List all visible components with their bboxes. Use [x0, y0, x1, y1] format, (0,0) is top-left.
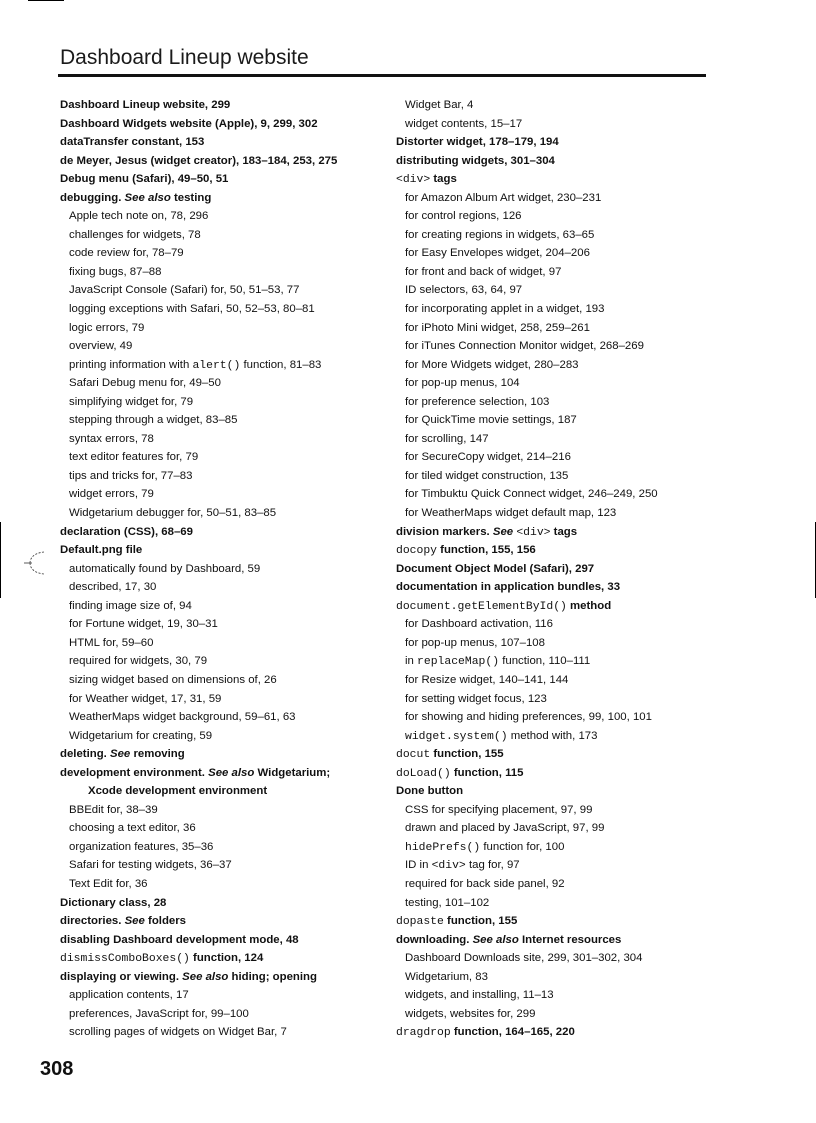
index-subentry	[396, 727, 726, 746]
index-subentry	[60, 244, 378, 263]
entry-text: de Meyer, Jesus (widget creator), 183–184, 253, 275	[60, 154, 338, 167]
index-entry	[60, 745, 378, 764]
entry-text: <div>	[431, 860, 466, 873]
index-subentry	[60, 485, 378, 504]
index-subentry	[396, 504, 726, 523]
entry-text: Apple tech note on, 78, 296	[69, 210, 209, 223]
entry-text: document.getElementById()	[396, 600, 567, 613]
index-subentry	[396, 189, 726, 208]
entry-text: for SecureCopy widget, 214–216	[405, 451, 571, 464]
entry-text: downloading.	[396, 933, 473, 946]
index-entry	[396, 764, 726, 783]
index-subentry	[60, 801, 378, 820]
entry-text: for Weather widget, 17, 31, 59	[69, 692, 222, 705]
entry-text: for QuickTime movie settings, 187	[405, 414, 577, 427]
entry-text: ID in	[405, 859, 432, 872]
entry-text: CSS for specifying placement, 97, 99	[405, 803, 593, 816]
index-column-left	[60, 96, 378, 1042]
entry-text: required for widgets, 30, 79	[69, 655, 208, 668]
index-subentry	[60, 560, 378, 579]
entry-text: finding image size of, 94	[69, 599, 192, 612]
entry-text: method with, 173	[507, 729, 598, 742]
entry-text: overview, 49	[69, 340, 133, 353]
entry-text: function, 164–165, 220	[450, 1026, 575, 1039]
entry-text: Dictionary class, 28	[60, 896, 167, 909]
entry-text: JavaScript Console (Safari) for, 50, 51–53, 77	[69, 284, 300, 297]
entry-text: simplifying widget for, 79	[69, 395, 194, 408]
entry-text: for incorporating applet in a widget, 193	[405, 303, 605, 316]
entry-text: Safari for testing widgets, 36–37	[69, 859, 232, 872]
entry-text: declaration (CSS), 68–69	[60, 525, 193, 538]
entry-text: testing	[170, 191, 212, 204]
index-subentry	[396, 485, 726, 504]
index-subentry	[396, 652, 726, 671]
index-entry	[396, 912, 726, 931]
entry-text: widget errors, 79	[69, 488, 154, 501]
entry-text: Safari Debug menu for, 49–50	[69, 377, 221, 390]
index-entry	[396, 133, 726, 152]
index-subentry	[60, 671, 378, 690]
page-number: 308	[40, 1058, 74, 1080]
index-subentry	[396, 615, 726, 634]
entry-text: Debug menu (Safari), 49–50, 51	[60, 173, 229, 186]
crop-mark-top	[28, 0, 64, 1]
entry-text: <div>	[516, 526, 551, 539]
entry-text: for WeatherMaps widget default map, 123	[405, 507, 617, 520]
entry-text: See	[110, 748, 131, 761]
entry-text: stepping through a widget, 83–85	[69, 414, 238, 427]
entry-text: See	[492, 525, 514, 538]
index-subentry	[396, 671, 726, 690]
index-entry	[396, 597, 726, 616]
index-entry	[60, 894, 378, 913]
index-subentry	[60, 356, 378, 375]
index-entry	[396, 560, 726, 579]
entry-text: tips and tricks for, 77–83	[69, 469, 193, 482]
index-subentry	[60, 819, 378, 838]
entry-text: for control regions, 126	[405, 210, 522, 223]
index-entry	[396, 523, 726, 542]
index-entry	[396, 170, 726, 189]
index-subentry	[60, 504, 378, 523]
index-subentry	[396, 968, 726, 987]
index-subentry	[60, 226, 378, 245]
entry-text: described, 17, 30	[69, 581, 157, 594]
entry-text: deleting.	[60, 748, 110, 761]
entry-text: function, 155	[443, 915, 518, 928]
entry-text: Xcode development environment	[88, 785, 268, 798]
entry-text: ID selectors, 63, 64, 97	[405, 284, 523, 297]
index-subentry	[396, 986, 726, 1005]
index-subentry	[60, 708, 378, 727]
entry-text: for iTunes Connection Monitor widget, 268–269	[405, 340, 644, 353]
index-entry	[60, 152, 378, 171]
index-subentry	[396, 819, 726, 838]
entry-text: fixing bugs, 87–88	[69, 265, 162, 278]
entry-text: widget.system()	[405, 730, 508, 743]
entry-text: for Amazon Album Art widget, 230–231	[405, 191, 602, 204]
entry-text: WeatherMaps widget background, 59–61, 63	[69, 711, 296, 724]
running-header-title: Dashboard Lineup website	[60, 46, 309, 69]
entry-text: for iPhoto Mini widget, 258, 259–261	[405, 321, 590, 334]
header-rule	[58, 74, 706, 77]
entry-text: function, 155, 156	[437, 544, 536, 557]
entry-text: <div>	[396, 174, 431, 187]
index-subentry	[60, 875, 378, 894]
index-subentry	[396, 875, 726, 894]
index-entry	[60, 189, 378, 208]
entry-text: See also	[208, 766, 255, 779]
entry-text: for showing and hiding preferences, 99, 100, 101	[405, 711, 652, 724]
index-subentry	[60, 986, 378, 1005]
entry-text: hidePrefs()	[405, 841, 481, 854]
entry-text: division markers.	[396, 525, 493, 538]
index-subentry	[60, 319, 378, 338]
margin-line-left	[0, 522, 1, 598]
entry-text: widgets, websites for, 299	[405, 1007, 536, 1020]
entry-text: for Fortune widget, 19, 30–31	[69, 618, 218, 631]
index-entry	[60, 949, 378, 968]
entry-text: Dashboard Downloads site, 299, 301–302, 304	[405, 952, 643, 965]
index-subentry	[60, 300, 378, 319]
index-subentry	[60, 430, 378, 449]
entry-text: hiding; opening	[228, 970, 317, 983]
index-entry	[396, 541, 726, 560]
entry-text: See also	[472, 933, 519, 946]
index-entry	[396, 745, 726, 764]
entry-text: replaceMap()	[417, 656, 500, 669]
entry-text: Default.png file	[60, 544, 143, 557]
index-subentry	[396, 838, 726, 857]
index-subentry	[396, 856, 726, 875]
entry-text: function, 124	[189, 952, 264, 965]
index-entry	[60, 931, 378, 950]
entry-text: logic errors, 79	[69, 321, 145, 334]
entry-text: for front and back of widget, 97	[405, 265, 562, 278]
entry-text: See	[124, 915, 145, 928]
entry-text: for tiled widget construction, 135	[405, 469, 569, 482]
index-subentry	[60, 1023, 378, 1042]
index-subentry	[396, 96, 726, 115]
entry-text: dopaste	[396, 916, 444, 929]
entry-text: doLoad()	[396, 767, 451, 780]
entry-text: dataTransfer constant, 153	[60, 136, 205, 149]
index-subentry	[60, 838, 378, 857]
entry-text: function for, 100	[480, 840, 565, 853]
index-subentry	[396, 448, 726, 467]
index-subentry	[396, 949, 726, 968]
entry-text: widget contents, 15–17	[405, 117, 523, 130]
index-subentry	[60, 856, 378, 875]
index-subentry	[60, 393, 378, 412]
entry-text: choosing a text editor, 36	[69, 822, 196, 835]
entry-text: tag for, 97	[465, 859, 520, 872]
index-subentry	[60, 634, 378, 653]
index-subentry	[60, 207, 378, 226]
index-subentry	[396, 708, 726, 727]
entry-text: function, 110–111	[499, 655, 591, 668]
index-entry	[396, 782, 726, 801]
entry-text: debugging.	[60, 191, 125, 204]
entry-text: Document Object Model (Safari), 297	[396, 562, 595, 575]
entry-text: Dashboard Widgets website (Apple), 9, 299, 302	[60, 117, 318, 130]
entry-text: function, 155	[430, 748, 504, 761]
entry-text: function, 115	[450, 766, 524, 779]
index-subentry	[396, 411, 726, 430]
index-subentry	[396, 337, 726, 356]
index-entry	[60, 764, 378, 783]
index-entry	[60, 115, 378, 134]
entry-text: organization features, 35–36	[69, 840, 214, 853]
entry-text: distributing widgets, 301–304	[396, 154, 555, 167]
entry-text: sizing widget based on dimensions of, 26	[69, 673, 277, 686]
entry-text: printing information with	[69, 358, 193, 371]
entry-text: Dashboard Lineup website, 299	[60, 99, 231, 111]
index-subentry	[396, 393, 726, 412]
entry-text: scrolling pages of widgets on Widget Bar, 7	[69, 1026, 287, 1039]
index-entry	[396, 578, 726, 597]
index-subentry	[396, 690, 726, 709]
entry-text: for pop-up menus, 104	[405, 377, 520, 390]
entry-text: alert()	[192, 359, 241, 372]
entry-text: in	[405, 655, 418, 668]
entry-text: tags	[430, 173, 457, 186]
index-subentry	[396, 1005, 726, 1024]
index-subentry	[60, 727, 378, 746]
index-entry	[60, 912, 378, 931]
index-subentry	[396, 281, 726, 300]
index-entry	[60, 133, 378, 152]
entry-text: code review for, 78–79	[69, 247, 184, 260]
entry-text: for scrolling, 147	[405, 432, 489, 445]
index-subentry	[396, 263, 726, 282]
index-subentry	[396, 300, 726, 319]
entry-text: required for back side panel, 92	[405, 877, 565, 890]
entry-text: Distorter widget, 178–179, 194	[396, 136, 559, 149]
entry-text: automatically found by Dashboard, 59	[69, 562, 261, 575]
entry-text: for Easy Envelopes widget, 204–206	[405, 247, 590, 260]
entry-text: disabling Dashboard development mode, 48	[60, 933, 299, 946]
index-entry	[60, 782, 378, 801]
index-entry	[60, 170, 378, 189]
entry-text: Done button	[396, 785, 464, 798]
entry-text: for Dashboard activation, 116	[405, 618, 553, 631]
entry-text: Widget Bar, 4	[405, 99, 474, 111]
index-subentry	[60, 281, 378, 300]
entry-text: tags	[550, 525, 578, 538]
entry-text: Widgetarium for creating, 59	[69, 729, 213, 742]
entry-text: for Timbuktu Quick Connect widget, 246–249, 250	[405, 488, 658, 501]
entry-text: docut	[396, 749, 431, 762]
index-subentry	[396, 207, 726, 226]
entry-text: folders	[144, 915, 187, 928]
entry-text: for preference selection, 103	[405, 395, 550, 408]
entry-text: preferences, JavaScript for, 99–100	[69, 1007, 249, 1020]
entry-text: BBEdit for, 38–39	[69, 803, 158, 816]
entry-text: for creating regions in widgets, 63–65	[405, 228, 595, 241]
index-subentry	[60, 1005, 378, 1024]
entry-text: function, 81–83	[240, 358, 322, 371]
entry-text: syntax errors, 78	[69, 432, 154, 445]
entry-text: documentation in application bundles, 33	[396, 581, 621, 594]
index-subentry	[60, 597, 378, 616]
entry-text: method	[566, 599, 612, 612]
index-subentry	[396, 634, 726, 653]
entry-text: Widgetarium debugger for, 50–51, 83–85	[69, 507, 277, 520]
index-subentry	[396, 430, 726, 449]
entry-text: for More Widgets widget, 280–283	[405, 358, 579, 371]
index-subentry	[396, 356, 726, 375]
index-entry	[60, 523, 378, 542]
entry-text: logging exceptions with Safari, 50, 52–53, 80–81	[69, 303, 315, 316]
index-subentry	[60, 374, 378, 393]
index-subentry	[60, 263, 378, 282]
index-entry	[60, 96, 378, 115]
entry-text: testing, 101–102	[405, 896, 490, 909]
index-subentry	[60, 615, 378, 634]
entry-text: challenges for widgets, 78	[69, 228, 201, 241]
index-subentry	[396, 226, 726, 245]
entry-text: displaying or viewing.	[60, 970, 183, 983]
entry-text: docopy	[396, 545, 438, 558]
index-subentry	[60, 411, 378, 430]
index-subentry	[60, 337, 378, 356]
index-entry	[396, 1023, 726, 1042]
index-subentry	[396, 467, 726, 486]
index-subentry	[60, 690, 378, 709]
index-subentry	[396, 115, 726, 134]
index-subentry	[60, 652, 378, 671]
index-subentry	[396, 801, 726, 820]
entry-text: application contents, 17	[69, 989, 189, 1002]
registration-mark-icon	[24, 550, 48, 576]
entry-text: directories.	[60, 915, 125, 928]
entry-text: dismissComboBoxes()	[60, 953, 190, 966]
index-subentry	[60, 578, 378, 597]
index-subentry	[396, 244, 726, 263]
index-subentry	[60, 448, 378, 467]
entry-text: drawn and placed by JavaScript, 97, 99	[405, 822, 605, 835]
entry-text: for pop-up menus, 107–108	[405, 636, 545, 649]
entry-text: HTML for, 59–60	[69, 636, 154, 649]
index-entry	[60, 541, 378, 560]
entry-text: Widgetarium;	[254, 766, 331, 779]
entry-text: for setting widget focus, 123	[405, 692, 547, 705]
entry-text: development environment.	[60, 766, 209, 779]
entry-text: text editor features for, 79	[69, 451, 199, 464]
entry-text: widgets, and installing, 11–13	[405, 989, 554, 1002]
entry-text: Internet resources	[518, 933, 622, 946]
index-entry	[60, 968, 378, 987]
index-subentry	[396, 319, 726, 338]
entry-text: Widgetarium, 83	[405, 970, 488, 983]
index-subentry	[396, 374, 726, 393]
index-column-right	[396, 96, 726, 1042]
index-entry	[396, 152, 726, 171]
index-subentry	[60, 467, 378, 486]
entry-text: Text Edit for, 36	[69, 877, 148, 890]
entry-text: dragdrop	[396, 1027, 451, 1040]
entry-text: removing	[130, 748, 185, 761]
index-entry	[396, 931, 726, 950]
index-subentry	[396, 894, 726, 913]
entry-text: for Resize widget, 140–141, 144	[405, 673, 569, 686]
entry-text: See also	[182, 970, 229, 983]
entry-text: See also	[124, 191, 171, 204]
